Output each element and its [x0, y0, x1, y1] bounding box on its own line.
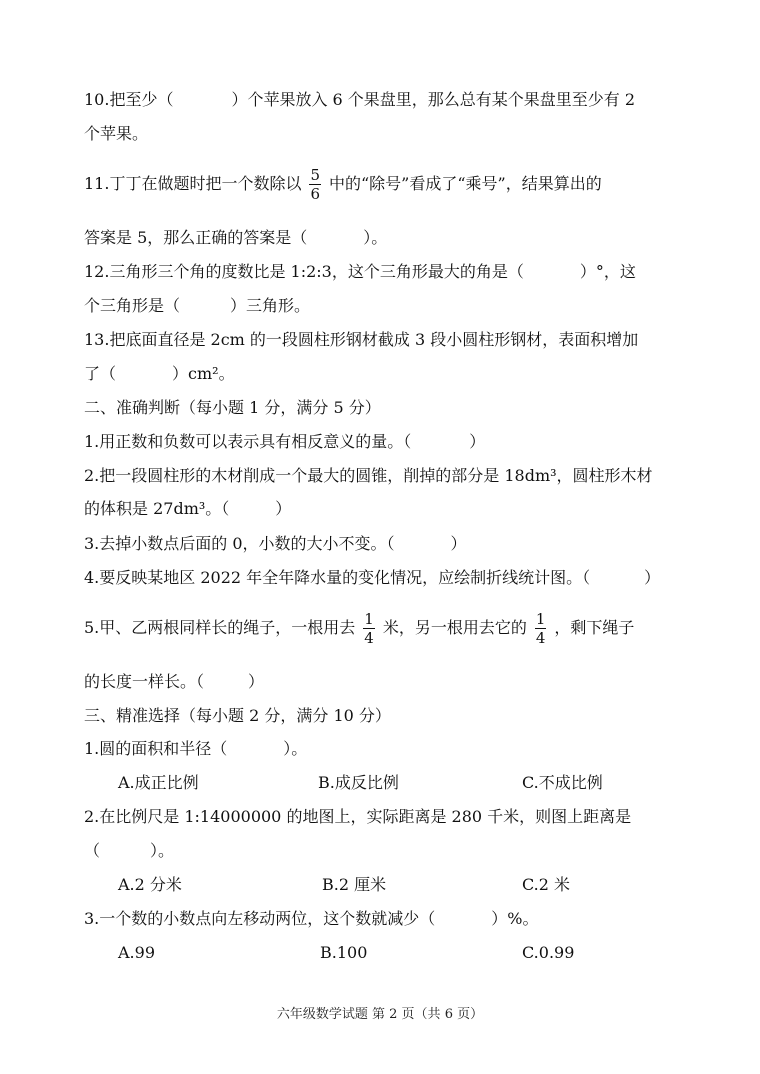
choice-2-option-b[interactable]: B.2 厘米: [322, 875, 387, 894]
choice-question-1: 1.圆的面积和半径（ ）。: [84, 739, 308, 758]
page-footer: 六年级数学试题 第 2 页（共 6 页）: [276, 1007, 484, 1022]
choice-3-option-c[interactable]: C.0.99: [522, 943, 575, 962]
fraction-five-sixths: $\frac{5}{6}$: [310, 166, 320, 203]
question-12-line1: 12.三角形三个角的度数比是 1:2:3，这个三角形最大的角是（ ）°，这: [84, 262, 636, 281]
judge-item-3: 3.去掉小数点后面的 0，小数的大小不变。（ ）: [84, 534, 467, 553]
question-11-line2: 答案是 5，那么正确的答案是（ ）。: [84, 228, 388, 247]
question-13-line2: 了（ ）cm²。: [84, 364, 235, 383]
judge-item-1: 1.用正数和负数可以表示具有相反意义的量。（ ）: [84, 432, 486, 451]
choice-question-3: 3.一个数的小数点向左移动两位，这个数就减少（ ）%。: [84, 909, 539, 928]
section-3-heading: 三、精准选择（每小题 2 分，满分 10 分）: [84, 706, 391, 725]
question-10-line1: 10.把至少（ ）个苹果放入 6 个果盘里，那么总有某个果盘里至少有 2: [84, 90, 636, 109]
choice-question-2-line2: （ ）。: [84, 841, 175, 860]
choice-1-option-c[interactable]: C.不成比例: [522, 773, 603, 792]
choice-1-option-b[interactable]: B.成反比例: [318, 773, 399, 792]
question-10-line2: 个苹果。: [84, 124, 149, 143]
fraction-one-quarter: $\frac{1}{4}$: [535, 610, 546, 647]
judge-item-5-line1: 5.甲、乙两根同样长的绳子，一根用去 $\frac{1}{4}$ 米，另一根用去它的 $\frac{1}{4}$ ，剩下绳子: [84, 610, 635, 647]
choice-1-option-a[interactable]: A.成正比例: [118, 773, 199, 792]
choice-3-option-a[interactable]: A.99: [118, 943, 155, 962]
choice-3-option-b[interactable]: B.100: [320, 943, 368, 962]
fraction-one-quarter: $\frac{1}{4}$: [364, 610, 374, 647]
question-13-line1: 13.把底面直径是 2cm 的一段圆柱形钢材截成 3 段小圆柱形钢材，表面积增加: [84, 330, 639, 349]
judge-item-2-line2: 的体积是 27dm³。（ ）: [84, 499, 292, 518]
question-11-line1: 11.丁丁在做题时把一个数除以 $\frac{5}{6}$ 中的“除号”看成了“乘号”，结果算出的: [84, 166, 602, 203]
choice-2-option-c[interactable]: C.2 米: [522, 875, 571, 894]
question-12-line2: 个三角形是（ ）三角形。: [84, 296, 311, 315]
judge-item-4: 4.要反映某地区 2022 年全年降水量的变化情况，应绘制折线统计图。（ ）: [84, 568, 661, 587]
section-2-heading: 二、准确判断（每小题 1 分，满分 5 分）: [84, 398, 381, 417]
judge-item-2-line1: 2.把一段圆柱形的木材削成一个最大的圆锥，削掉的部分是 18dm³，圆柱形木材: [84, 466, 653, 485]
choice-2-option-a[interactable]: A.2 分米: [118, 875, 182, 894]
choice-question-2-line1: 2.在比例尺是 1:14000000 的地图上，实际距离是 280 千米，则图上距离是: [84, 807, 632, 826]
judge-item-5-line2: 的长度一样长。（ ）: [84, 672, 265, 691]
